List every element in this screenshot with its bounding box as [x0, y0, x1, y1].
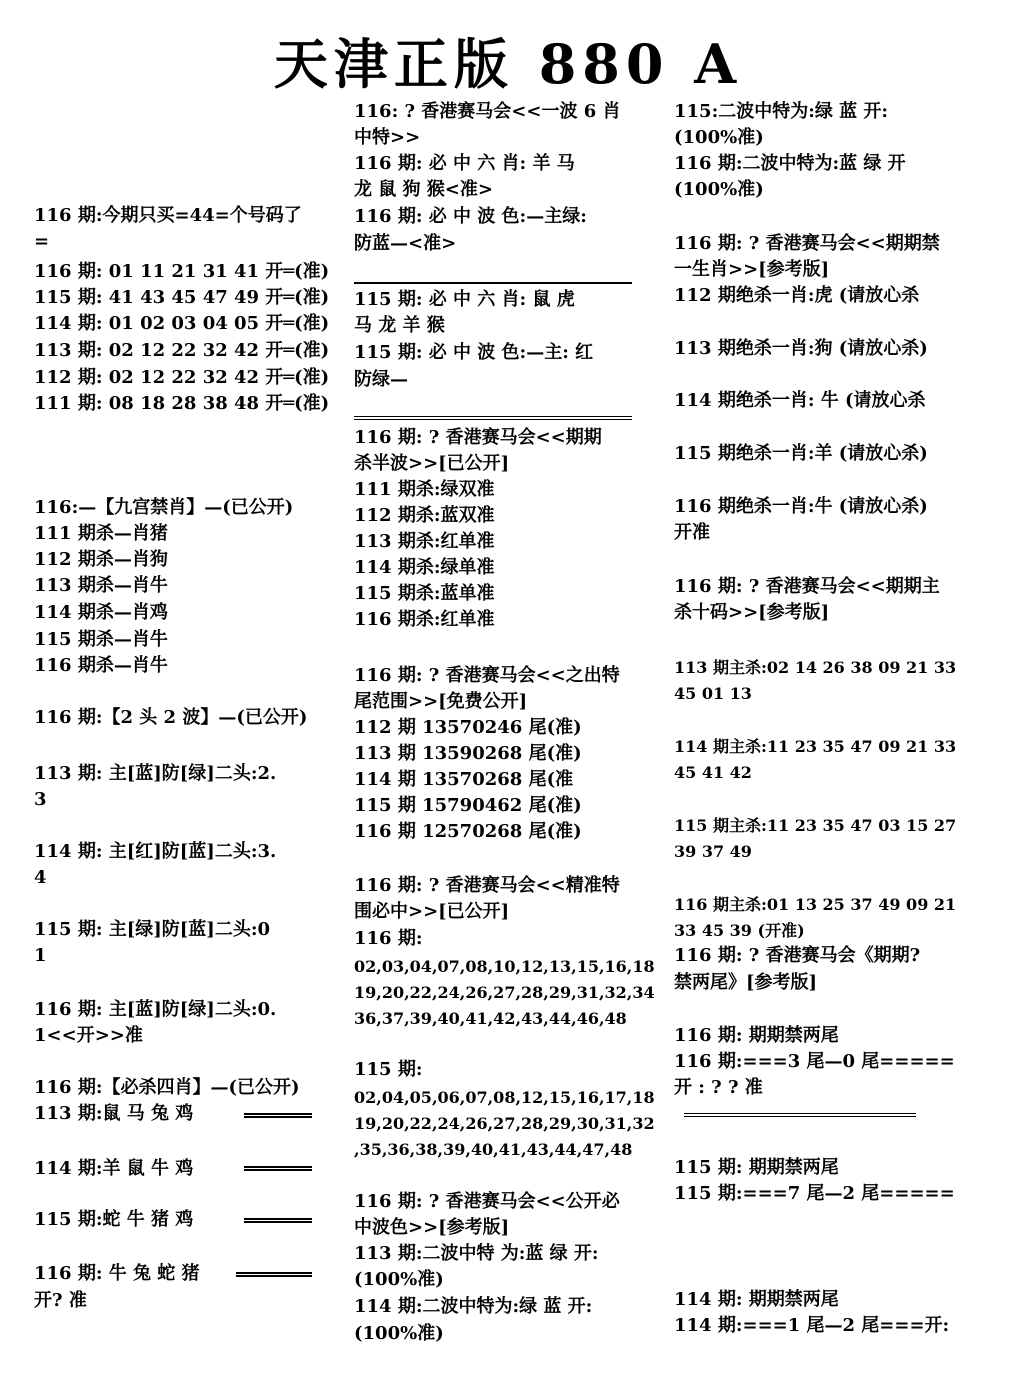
- text-line: 杀半波>>[已公开]: [354, 453, 510, 474]
- text-line: 116 期:===3 尾—0 尾=====: [674, 1051, 955, 1072]
- text-line: 禁两尾》[参考版]: [674, 972, 818, 993]
- text-line: 113 期:二波中特 为:蓝 绿 开:: [354, 1243, 599, 1264]
- text-line: 1<<开>>准: [34, 1025, 143, 1046]
- text-line: 116 期绝杀一肖:牛 (请放心杀): [674, 496, 928, 517]
- text-line: (100%准): [354, 1269, 444, 1290]
- section-heading: 116:—【九宫禁肖】—(已公开): [34, 497, 294, 518]
- text-line: 114 期: 01 02 03 04 05 开═(准): [34, 313, 330, 334]
- text-line: 1: [34, 945, 47, 966]
- kill-numbers: 113 期主杀:02 14 26 38 09 21 33: [674, 658, 957, 677]
- text-line: 中特>>: [354, 127, 421, 148]
- text-line: 116 期:今期只买=44=个号码了: [34, 205, 302, 226]
- text-line: 113 期: 02 12 22 32 42 开═(准): [34, 340, 330, 361]
- kill-numbers: 33 45 39 (开准): [674, 921, 805, 940]
- text-line: 113 期杀—肖牛: [34, 575, 168, 596]
- text-line: 112 期绝杀一肖:虎 (请放心杀: [674, 285, 920, 306]
- text-line: 116 期: 期期禁两尾: [674, 1025, 839, 1046]
- text-line: 115 期:===7 尾—2 尾=====: [674, 1183, 955, 1204]
- kill-numbers: 114 期主杀:11 23 35 47 09 21 33: [674, 737, 957, 756]
- text-line: 114 期杀:绿单准: [354, 557, 495, 578]
- text-line: 115 期 15790462 尾(准): [354, 795, 582, 816]
- text-line: 116: ? 香港赛马会<<一波 6 肖: [354, 101, 621, 122]
- text-line: 111 期杀:绿双准: [354, 479, 495, 500]
- text-line: =: [34, 231, 50, 252]
- text-line: 116 期: ? 香港赛马会<<期期禁: [674, 233, 940, 254]
- text-line: 112 期 13570246 尾(准): [354, 717, 582, 738]
- text-line: 开准: [674, 522, 710, 543]
- text-line: (100%准): [354, 1323, 444, 1344]
- page-title: 天津正版 880 A: [273, 32, 743, 96]
- text-line: 113 期杀:红单准: [354, 531, 495, 552]
- text-line: 113 期:鼠 马 兔 鸡: [34, 1103, 194, 1124]
- text-line: 112 期杀:蓝双准: [354, 505, 495, 526]
- section-heading: 116 期:【2 头 2 波】—(已公开): [34, 707, 308, 728]
- text-line: 中波色>>[参考版]: [354, 1217, 510, 1238]
- kill-numbers: 45 01 13: [674, 684, 752, 703]
- text-line: 115 期: 必 中 六 肖: 鼠 虎: [354, 289, 575, 310]
- double-underline: [244, 1218, 312, 1223]
- kill-numbers: 39 37 49: [674, 842, 752, 861]
- text-line: 115 期杀:蓝单准: [354, 583, 495, 604]
- kill-numbers: 45 41 42: [674, 763, 752, 782]
- text-line: 114 期:羊 鼠 牛 鸡: [34, 1158, 194, 1179]
- text-line: 116 期: 必 中 波 色:—主绿:: [354, 206, 587, 227]
- text-line: 114 期: 主[红]防[蓝]二头:3.: [34, 841, 277, 862]
- text-line: 114 期绝杀一肖: 牛 (请放心杀: [674, 390, 926, 411]
- text-line: 尾范围>>[免费公开]: [354, 691, 528, 712]
- text-line: 114 期:===1 尾—2 尾===开:: [674, 1315, 950, 1336]
- number-list: 02,03,04,07,08,10,12,13,15,16,18: [354, 957, 655, 976]
- number-list: ,35,36,38,39,40,41,43,44,47,48: [354, 1140, 633, 1159]
- text-line: 防蓝—<准>: [354, 233, 457, 254]
- text-line: 116 期: ? 香港赛马会《期期?: [674, 945, 921, 966]
- section-divider: [354, 416, 632, 420]
- text-line: 116 期: 牛 兔 蛇 猪: [34, 1263, 200, 1284]
- text-line: 112 期杀—肖狗: [34, 549, 168, 570]
- text-line: 116 期: ? 香港赛马会<<公开必: [354, 1191, 620, 1212]
- text-line: 116 期: 主[蓝]防[绿]二头:0.: [34, 999, 277, 1020]
- number-list: 36,37,39,40,41,42,43,44,46,48: [354, 1009, 627, 1028]
- text-line: 开? 准: [34, 1290, 87, 1311]
- double-underline: [244, 1113, 312, 1118]
- kill-numbers: 115 期主杀:11 23 35 47 03 15 27: [674, 816, 957, 835]
- text-line: 116 期: ? 香港赛马会<<期期主: [674, 576, 940, 597]
- text-line: 115 期: 主[绿]防[蓝]二头:0: [34, 919, 270, 940]
- text-line: 111 期杀—肖猪: [34, 523, 168, 544]
- text-line: 围必中>>[已公开]: [354, 901, 510, 922]
- section-heading: 116 期:【必杀四肖】—(已公开): [34, 1077, 300, 1098]
- text-line: 114 期:二波中特为:绿 蓝 开:: [354, 1296, 593, 1317]
- text-line: 马 龙 羊 猴: [354, 315, 445, 336]
- text-line: 112 期: 02 12 22 32 42 开═(准): [34, 367, 330, 388]
- text-line: 116 期: ? 香港赛马会<<期期: [354, 427, 602, 448]
- text-line: 115 期杀—肖牛: [34, 629, 168, 650]
- text-line: 116 期: 01 11 21 31 41 开═(准): [34, 261, 330, 282]
- text-line: 杀十码>>[参考版]: [674, 602, 830, 623]
- text-line: 3: [34, 789, 47, 810]
- text-line: 111 期: 08 18 28 38 48 开═(准): [34, 393, 330, 414]
- text-line: (100%准): [674, 127, 764, 148]
- text-line: 116 期:: [354, 928, 423, 949]
- text-line: 防绿—: [354, 369, 408, 390]
- text-line: 114 期杀—肖鸡: [34, 602, 168, 623]
- number-list: 19,20,22,24,26,27,28,29,30,31,32: [354, 1114, 655, 1133]
- text-line: 115 期: 41 43 45 47 49 开═(准): [34, 287, 330, 308]
- text-line: 116 期: ? 香港赛马会<<之出特: [354, 665, 620, 686]
- kill-numbers: 116 期主杀:01 13 25 37 49 09 21: [674, 895, 957, 914]
- text-line: 116 期 12570268 尾(准): [354, 821, 582, 842]
- double-underline: [236, 1272, 312, 1277]
- text-line: 115:二波中特为:绿 蓝 开:: [674, 101, 889, 122]
- text-line: 113 期绝杀一肖:狗 (请放心杀): [674, 338, 928, 359]
- text-line: 116 期:二波中特为:蓝 绿 开: [674, 153, 906, 174]
- text-line: 116 期杀—肖牛: [34, 655, 168, 676]
- text-line: 116 期杀:红单准: [354, 609, 495, 630]
- text-line: 114 期 13570268 尾(准: [354, 769, 574, 790]
- text-line: 4: [34, 867, 47, 888]
- section-divider: [684, 1113, 916, 1117]
- text-line: 114 期: 期期禁两尾: [674, 1289, 839, 1310]
- number-list: 02,04,05,06,07,08,12,15,16,17,18: [354, 1088, 655, 1107]
- double-underline: [244, 1166, 312, 1171]
- text-line: 开 : ? ? 准: [674, 1077, 763, 1098]
- text-line: 115 期: 期期禁两尾: [674, 1157, 839, 1178]
- text-line: 113 期: 主[蓝]防[绿]二头:2.: [34, 763, 277, 784]
- text-line: (100%准): [674, 179, 764, 200]
- text-line: 115 期: 必 中 波 色:—主: 红: [354, 342, 594, 363]
- text-line: 115 期绝杀一肖:羊 (请放心杀): [674, 443, 928, 464]
- text-line: 龙 鼠 狗 猴<准>: [354, 179, 493, 200]
- text-line: 116 期: 必 中 六 肖: 羊 马: [354, 153, 575, 174]
- number-list: 19,20,22,24,26,27,28,29,31,32,34: [354, 983, 655, 1002]
- text-line: 115 期:: [354, 1059, 423, 1080]
- text-line: 113 期 13590268 尾(准): [354, 743, 582, 764]
- section-divider: [354, 282, 632, 284]
- text-line: 116 期: ? 香港赛马会<<精准特: [354, 875, 620, 896]
- text-line: 115 期:蛇 牛 猪 鸡: [34, 1209, 194, 1230]
- text-line: 一生肖>>[参考版]: [674, 259, 830, 280]
